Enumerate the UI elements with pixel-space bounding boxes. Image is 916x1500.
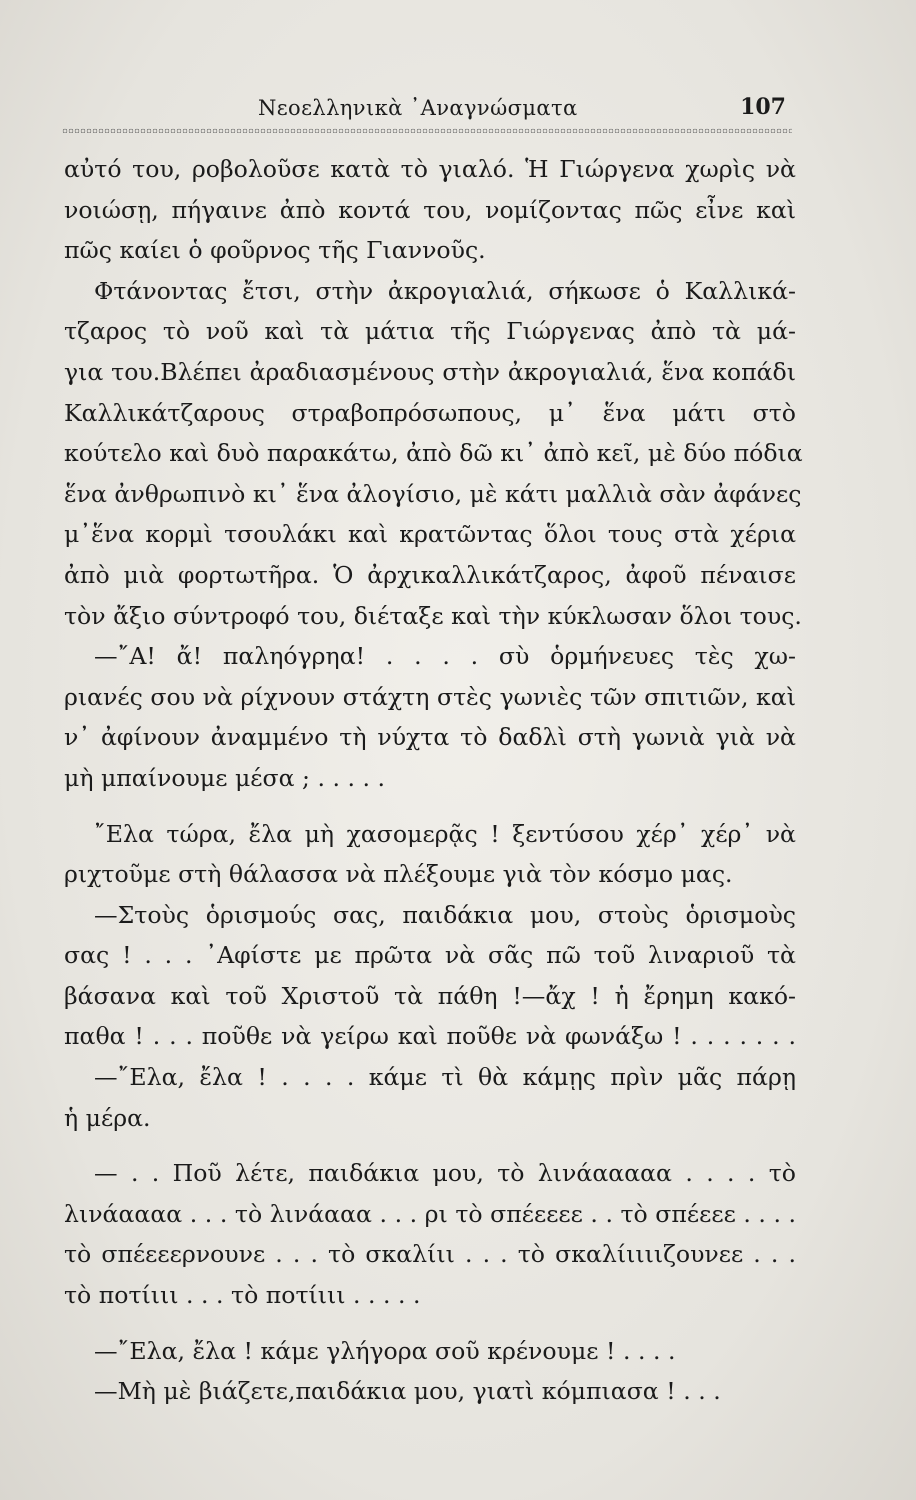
text-line: λινάαααα . . . τὸ λινάααα . . . ρι τὸ σπέεεεε . . τὸ σπέεεε . . . . [64,1199,796,1228]
text-line: ἀπὸ μιὰ φορτωτῆρα. Ὁ ἀρχικαλλικάτζαρος, ἀφοῦ πέναισε [64,560,796,589]
paragraph-gap [64,1316,796,1331]
text-line: παθα ! . . . ποῦθε νὰ γείρω καὶ ποῦθε νὰ φωνάξω ! . . . . . . . [64,1022,796,1051]
text-line: ῎Ελα τώρα, ἔλα μὴ χασομερᾷς ! ξεντύσου χέρ᾿ χέρ᾿ νὰ [94,819,796,848]
text-line: —῎Ελα, ἔλα ! . . . . κάμε τὶ θὰ κάμῃς πρὶν μᾶς πάρῃ [94,1063,796,1092]
text-line: ἡ μέρα. [64,1103,151,1132]
text-line: νοιώσῃ, πήγαινε ἀπὸ κοντά του, νομίζοντας πῶς εἶνε καὶ [64,195,796,224]
text-line: μ᾿ἕνα κορμὶ τσουλάκι καὶ κρατῶντας ὅλοι τους στὰ χέρια [64,520,796,549]
text-line: — . . Ποῦ λέτε, παιδάκια μου, τὸ λινάααααα . . . . τὸ [94,1159,796,1188]
text-line: αὐτό του, ροβολοῦσε κατὰ τὸ γιαλό. Ἡ Γιώργενα χωρὶς νὰ [64,155,796,183]
paragraph-gap [64,799,796,814]
text-line: τὸ σπέεεερνουνε . . . τὸ σκαλίιι . . . τὸ σκαλίιιιιζουνεε . . . [64,1240,796,1269]
header-rule [62,128,792,133]
page-number: 107 [740,94,786,120]
text-line: τζαρος τὸ νοῦ καὶ τὰ μάτια τῆς Γιώργενας ἀπὸ τὰ μά- [64,317,796,346]
text-line: τὸν ἄξιο σύντροφό του, διέταξε καὶ τὴν κύκλωσαν ὅλοι τους. [64,601,802,630]
text-line: Καλλικάτζαρους στραβοπρόσωπους, μ᾿ ἕνα μάτι στὸ [64,398,796,427]
running-title: Νεοελληνικὰ ᾿Αναγνώσματα [258,96,578,120]
text-line: —῎Α! ἄ! παληόγρηα! . . . . σὺ ὁρμήνευες τὲς χω- [94,642,796,671]
text-line: ριανές σου νὰ ρίχνουν στάχτη στὲς γωνιὲς τῶν σπιτιῶν, καὶ [64,682,796,711]
text-line: —Στοὺς ὁρισμούς σας, παιδάκια μου, στοὺς ὁρισμοὺς [94,900,796,929]
text-line: ριχτοῦμε στὴ θάλασσα νὰ πλέξουμε γιὰ τὸν κόσμο μας. [64,860,733,889]
text-line: ἕνα ἀνθρωπινὸ κι᾿ ἕνα ἀλογίσιο, μὲ κάτι μαλλιὰ σὰν ἀφάνες [64,479,802,508]
paragraph-gap [64,1138,796,1153]
text-line: κούτελο καὶ δυὸ παρακάτω, ἀπὸ δῶ κι᾿ ἀπὸ κεῖ, μὲ δύο πόδια [64,439,803,468]
text-line: σας ! . . . ᾿Αφίστε με πρῶτα νὰ σᾶς πῶ τοῦ λιναριοῦ τὰ [64,941,796,970]
text-line: —Μὴ μὲ βιάζετε,παιδάκια μου, γιατὶ κόμπιασα ! . . . [94,1377,721,1406]
text-line: μὴ μπαίνουμε μέσα ; . . . . . [64,763,385,792]
text-line: για του.Βλέπει ἀραδιασμένους στὴν ἀκρογιαλιά, ἕνα κοπάδι [64,357,796,386]
text-line: Φτάνοντας ἔτσι, στὴν ἀκρογιαλιά, σήκωσε ὁ Καλλικά- [94,276,796,305]
page-header [62,94,792,130]
body-text [64,149,803,1412]
text-line: τὸ ποτίιιι . . . τὸ ποτίιιι . . . . . [64,1281,421,1310]
text-line: βάσανα καὶ τοῦ Χριστοῦ τὰ πάθη !—ἄχ ! ἡ ἔρημη κακό- [64,981,796,1010]
text-line: πῶς καίει ὁ φοῦρνος τῆς Γιαννοῦς. [64,236,486,265]
text-line: —῎Ελα, ἔλα ! κάμε γλήγορα σοῦ κρένουμε ! . . . . [94,1336,676,1365]
text-line: ν᾿ ἀφίνουν ἀναμμένο τὴ νύχτα τὸ δαδλὶ στὴ γωνιὰ γιὰ νὰ [64,723,796,752]
